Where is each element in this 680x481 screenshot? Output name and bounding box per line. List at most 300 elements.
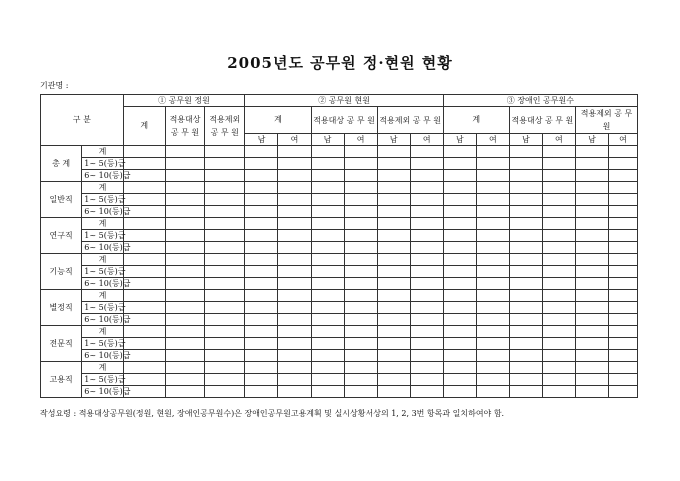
grade-label: 계 [82,146,123,158]
data-cell [205,158,245,170]
data-cell [344,386,377,398]
data-cell [377,218,410,230]
data-cell [165,206,204,218]
data-cell [205,386,245,398]
data-cell [476,266,509,278]
data-cell [542,146,575,158]
data-cell [123,290,165,302]
data-cell [245,362,278,374]
table-row [41,242,638,254]
data-cell [377,206,410,218]
data-cell [509,230,542,242]
data-cell [344,314,377,326]
data-cell [410,362,443,374]
data-cell [542,338,575,350]
data-cell [443,242,476,254]
data-cell [123,146,165,158]
data-cell [344,326,377,338]
data-cell [205,374,245,386]
data-cell [123,194,165,206]
table-row [41,278,638,290]
data-cell [245,218,278,230]
data-cell [509,206,542,218]
data-cell [165,182,204,194]
data-cell [377,194,410,206]
grade-label: 계 [82,218,123,230]
data-cell [443,338,476,350]
data-cell [205,242,245,254]
data-cell [245,374,278,386]
data-cell [575,182,608,194]
data-cell [608,302,637,314]
data-cell [344,338,377,350]
data-cell [476,170,509,182]
data-cell [608,194,637,206]
data-cell [476,326,509,338]
gender-male-header: 남 [509,134,542,146]
data-cell [344,218,377,230]
data-cell [245,326,278,338]
data-cell [123,254,165,266]
data-cell [311,386,344,398]
gender-female-header: 여 [608,134,637,146]
data-cell [165,362,204,374]
data-cell [245,350,278,362]
data-cell [344,254,377,266]
data-cell [542,242,575,254]
data-cell [123,230,165,242]
data-cell [542,182,575,194]
data-cell [476,302,509,314]
data-cell [542,386,575,398]
data-cell [377,230,410,242]
data-cell [377,314,410,326]
data-cell [443,278,476,290]
data-cell [476,242,509,254]
data-cell [311,146,344,158]
data-cell [410,326,443,338]
quota-total-header: 계 [123,107,165,146]
data-cell [165,314,204,326]
data-cell [509,218,542,230]
data-cell [476,338,509,350]
data-cell [377,386,410,398]
data-cell [311,302,344,314]
data-cell [542,230,575,242]
data-cell [311,350,344,362]
data-cell [410,350,443,362]
data-cell [476,386,509,398]
data-cell [608,326,637,338]
data-cell [165,194,204,206]
data-cell [410,170,443,182]
gender-female-header: 여 [542,134,575,146]
data-cell [476,158,509,170]
data-cell [608,362,637,374]
data-cell [205,290,245,302]
data-cell [476,218,509,230]
data-cell [509,266,542,278]
data-cell [165,218,204,230]
data-cell [575,314,608,326]
data-cell [509,182,542,194]
data-cell [205,146,245,158]
staffing-table [40,94,638,398]
data-cell [377,242,410,254]
current-excluded-header: 적용제외 공 무 원 [377,107,443,134]
data-cell [509,326,542,338]
data-cell [205,302,245,314]
data-cell [476,290,509,302]
data-cell [410,194,443,206]
data-cell [278,194,311,206]
grade-label: 1~ 5(등)급 [82,194,123,206]
data-cell [205,182,245,194]
data-cell [443,374,476,386]
data-cell [165,326,204,338]
data-cell [410,146,443,158]
data-cell [278,326,311,338]
data-cell [377,338,410,350]
data-cell [311,254,344,266]
data-cell [410,230,443,242]
data-cell [542,278,575,290]
data-cell [311,338,344,350]
table-row [41,314,638,326]
data-cell [278,314,311,326]
data-cell [245,314,278,326]
data-cell [344,350,377,362]
data-cell [344,242,377,254]
data-cell [245,242,278,254]
data-cell [443,254,476,266]
data-cell [205,326,245,338]
data-cell [377,362,410,374]
data-cell [443,362,476,374]
data-cell [245,146,278,158]
data-cell [278,146,311,158]
data-cell [509,374,542,386]
data-cell [542,290,575,302]
table-row [41,302,638,314]
data-cell [311,242,344,254]
data-cell [205,314,245,326]
data-cell [344,194,377,206]
table-row [41,290,638,302]
table-row [41,362,638,374]
data-cell [443,182,476,194]
data-cell [278,230,311,242]
data-cell [311,266,344,278]
data-cell [278,350,311,362]
data-cell [443,194,476,206]
data-cell [245,386,278,398]
data-cell [410,386,443,398]
data-cell [410,302,443,314]
data-cell [509,242,542,254]
data-cell [542,362,575,374]
data-cell [608,230,637,242]
data-cell [608,386,637,398]
data-cell [245,278,278,290]
data-cell [344,374,377,386]
data-cell [311,314,344,326]
data-cell [608,206,637,218]
data-cell [377,266,410,278]
grade-label: 1~ 5(등)급 [82,230,123,242]
data-cell [410,158,443,170]
table-row [41,170,638,182]
data-cell [608,290,637,302]
data-cell [608,146,637,158]
category-label: 고용직 [41,362,82,398]
data-cell [245,254,278,266]
quota-eligible-header: 적용대상 공 무 원 [165,107,204,146]
data-cell [245,194,278,206]
data-cell [344,290,377,302]
data-cell [410,206,443,218]
data-cell [575,362,608,374]
data-cell [278,278,311,290]
data-cell [542,326,575,338]
data-cell [575,374,608,386]
data-cell [542,194,575,206]
data-cell [443,206,476,218]
data-cell [165,242,204,254]
table-row [41,230,638,242]
data-cell [165,374,204,386]
data-cell [509,350,542,362]
data-cell [410,374,443,386]
instructions-note: 작성요령 : 적용대상공무원(정원, 현원, 장애인공무원수)은 장애인공무원고용계획 및 실시상황서상의 1, 2, 3번 항목과 일치하여야 함. [40,409,505,418]
data-cell [344,206,377,218]
grade-label: 계 [82,254,123,266]
data-cell [245,230,278,242]
grade-label: 계 [82,182,123,194]
data-cell [278,374,311,386]
data-cell [311,326,344,338]
gender-male-header: 남 [245,134,278,146]
data-cell [542,206,575,218]
data-cell [509,254,542,266]
data-cell [410,278,443,290]
data-cell [377,278,410,290]
data-cell [245,182,278,194]
data-cell [575,266,608,278]
data-cell [123,266,165,278]
data-cell [509,362,542,374]
data-cell [377,146,410,158]
grade-label: 1~ 5(등)급 [82,302,123,314]
data-cell [509,194,542,206]
organization-label: 기관명 : [40,81,69,90]
page-title: 2005년도 공무원 정·현원 현황 [227,54,453,72]
data-cell [311,194,344,206]
gender-male-header: 남 [575,134,608,146]
data-cell [575,194,608,206]
disabled-excluded-header: 적용제외 공 무 원 [575,107,637,134]
data-cell [443,158,476,170]
data-cell [608,218,637,230]
data-cell [344,362,377,374]
data-cell [476,374,509,386]
data-cell [509,314,542,326]
grade-label: 1~ 5(등)급 [82,374,123,386]
data-cell [311,230,344,242]
data-cell [311,206,344,218]
data-cell [311,362,344,374]
gender-male-header: 남 [443,134,476,146]
data-cell [542,158,575,170]
data-cell [311,278,344,290]
data-cell [410,290,443,302]
data-cell [205,194,245,206]
data-cell [542,218,575,230]
data-cell [245,266,278,278]
data-cell [278,338,311,350]
data-cell [443,326,476,338]
data-cell [509,386,542,398]
data-cell [542,350,575,362]
table-row [41,350,638,362]
data-cell [476,206,509,218]
data-cell [123,362,165,374]
data-cell [165,278,204,290]
data-cell [509,170,542,182]
data-cell [476,146,509,158]
data-cell [476,230,509,242]
data-cell [245,302,278,314]
table-row [41,218,638,230]
data-cell [476,194,509,206]
data-cell [608,374,637,386]
data-cell [123,338,165,350]
category-label: 총 계 [41,146,82,182]
data-cell [542,302,575,314]
data-cell [575,158,608,170]
data-cell [410,338,443,350]
data-cell [245,338,278,350]
data-cell [575,206,608,218]
data-cell [344,158,377,170]
data-cell [608,254,637,266]
data-cell [278,302,311,314]
category-label: 기능직 [41,254,82,290]
grade-label: 6~ 10(등)급 [82,386,123,398]
data-cell [575,290,608,302]
data-cell [542,374,575,386]
data-cell [278,158,311,170]
data-cell [608,350,637,362]
grade-label: 6~ 10(등)급 [82,350,123,362]
data-cell [443,302,476,314]
data-cell [509,290,542,302]
disabled-eligible-header: 적용대상 공 무 원 [509,107,575,134]
data-cell [205,230,245,242]
grade-label: 6~ 10(등)급 [82,242,123,254]
grade-label: 6~ 10(등)급 [82,170,123,182]
data-cell [377,182,410,194]
data-cell [311,218,344,230]
grade-label: 1~ 5(등)급 [82,158,123,170]
data-cell [575,350,608,362]
table-row [41,266,638,278]
data-cell [278,386,311,398]
gender-female-header: 여 [410,134,443,146]
data-cell [542,170,575,182]
data-cell [205,218,245,230]
data-cell [377,326,410,338]
data-cell [205,266,245,278]
data-cell [410,314,443,326]
data-cell [608,314,637,326]
data-cell [245,170,278,182]
data-cell [608,170,637,182]
data-cell [575,326,608,338]
data-cell [443,230,476,242]
data-cell [165,350,204,362]
data-cell [377,290,410,302]
data-cell [575,230,608,242]
grade-label: 1~ 5(등)급 [82,338,123,350]
data-cell [344,170,377,182]
data-cell [443,314,476,326]
data-cell [377,158,410,170]
data-cell [443,170,476,182]
data-cell [509,338,542,350]
data-cell [377,302,410,314]
data-cell [344,182,377,194]
data-cell [476,314,509,326]
data-cell [443,266,476,278]
category-label: 연구직 [41,218,82,254]
data-cell [278,218,311,230]
data-cell [608,266,637,278]
table-row [41,158,638,170]
data-cell [311,290,344,302]
data-cell [377,170,410,182]
data-cell [608,338,637,350]
table-row [41,386,638,398]
data-cell [165,266,204,278]
data-cell [278,290,311,302]
data-cell [410,242,443,254]
data-cell [575,170,608,182]
data-cell [410,266,443,278]
data-cell [205,278,245,290]
data-cell [278,362,311,374]
data-cell [542,266,575,278]
data-cell [443,146,476,158]
data-cell [311,158,344,170]
data-cell [575,242,608,254]
category-label: 일반직 [41,182,82,218]
table-row [41,194,638,206]
data-cell [575,386,608,398]
table-row [41,338,638,350]
data-cell [311,170,344,182]
gender-female-header: 여 [344,134,377,146]
data-cell [205,254,245,266]
data-cell [476,362,509,374]
data-cell [443,290,476,302]
data-cell [377,254,410,266]
data-cell [278,182,311,194]
data-cell [278,266,311,278]
data-cell [205,206,245,218]
data-cell [542,254,575,266]
gubun-header: 구 분 [41,95,124,146]
